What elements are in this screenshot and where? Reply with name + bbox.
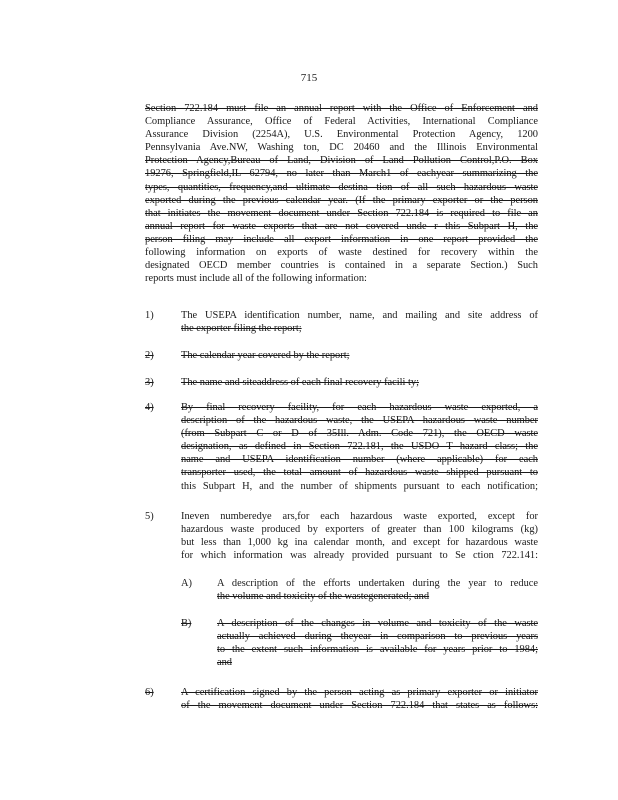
intro-line: designated OECD member countries is contained in a separate Section.) Such xyxy=(145,260,538,272)
list-item-number: 4) xyxy=(145,402,154,413)
list-subitem-letter: B) xyxy=(181,618,192,629)
item-line: for which information was already provided pursuant to Se ction 722.141: xyxy=(181,550,538,562)
subitem-line: A description of the changes in volume and toxicity of the waste xyxy=(217,618,538,629)
item-line: the exporter filing the report; xyxy=(181,323,302,335)
list-item-text xyxy=(181,349,538,362)
list-subitem-letter: A) xyxy=(181,578,192,589)
subitem-line: and xyxy=(217,657,233,669)
intro-line: Assurance Division (2254A), U.S. Environmental Protection Agency, 1200 xyxy=(145,129,538,141)
item-line: hazardous waste produced by exporters of greater than 100 kilograms (kg) xyxy=(181,524,538,536)
intro-line: exported during the previous calendar year. (If the primary exporter or the person xyxy=(145,194,538,206)
intro-line: following information on exports of waste destined for recovery within the xyxy=(145,247,538,259)
item-line: The calendar year covered by the report; xyxy=(181,350,350,361)
list-subitem-text xyxy=(217,577,538,603)
page-number: 715 xyxy=(300,72,318,84)
intro-line: Protection Agency,Bureau of Land, Division of Land Pollution Control,P.O. Box xyxy=(145,155,538,167)
subitem-line: actually achieved during theyear in comparison to previous years xyxy=(217,631,538,643)
item-line: but less than 1,000 kg ina calendar month, and except for hazardous waste xyxy=(181,537,538,549)
list-item-text xyxy=(181,309,538,335)
list-item-text xyxy=(181,510,538,562)
intro-line: person filing may include all export information in one report provided the xyxy=(145,233,538,245)
intro-line: Section 722.184 must file an annual report with the Office of Enforcement and xyxy=(145,103,538,114)
list-item-number: 5) xyxy=(145,511,154,522)
item-line: name and USEPA identification number (where applicable) for each xyxy=(181,454,538,466)
intro-line: 19276, Springfield,IL 62794, no later than March1 of eachyear summarizing the xyxy=(145,168,538,180)
item-line: of the movement document under Section 722.184 that states as follows: xyxy=(181,700,538,712)
list-item-number: 3) xyxy=(145,377,154,388)
intro-line: reports must include all of the following information: xyxy=(145,273,367,285)
intro-line: annual report for waste exports that are not covered unde r this Subpart H, the xyxy=(145,220,538,232)
item-line: Ineven numberedye ars,for each hazardous waste exported, except for xyxy=(181,511,538,522)
list-item-number: 1) xyxy=(145,310,154,321)
item-line: By final recovery facility, for each hazardous waste exported, a xyxy=(181,402,538,413)
item-line: A certification signed by the person acting as primary exporter or initiator xyxy=(181,687,538,698)
list-item-number: 6) xyxy=(145,687,154,698)
item-line: designation, as defined in Section 722.181, the USDO T hazard class; the xyxy=(181,441,538,453)
intro-line: Pennsylvania Ave.NW, Washing ton, DC 20460 and the Illinois Environmental xyxy=(145,142,538,154)
item-line: transporter used, the total amount of hazardous waste shipped pursuant to xyxy=(181,467,538,479)
list-subitem-text xyxy=(217,617,538,669)
list-item-text xyxy=(181,401,538,493)
intro-line: types, quantities, frequency,and ultimate destina tion of all such hazardous waste xyxy=(145,181,538,193)
list-item-number: 2) xyxy=(145,350,154,361)
item-line: description of the hazardous waste, the USEPA hazardous waste number xyxy=(181,415,538,427)
subitem-line: the volume and toxicity of the wastegenerated; and xyxy=(217,591,430,603)
intro-line: Compliance Assurance, Office of Federal Activities, International Compliance xyxy=(145,116,538,128)
list-item-text xyxy=(181,686,538,712)
list-item-text xyxy=(181,376,538,389)
item-line: The USEPA identification number, name, and mailing and site address of xyxy=(181,310,538,321)
item-line: this Subpart H, and the number of shipments pursuant to each notification; xyxy=(181,480,538,492)
item-line: The name and siteaddress of each final recovery facili ty; xyxy=(181,377,420,388)
intro-paragraph xyxy=(145,102,538,285)
intro-line: that initiates the movement document under Section 722.184 is required to file an xyxy=(145,207,538,219)
item-line: (from Subpart C or D of 35Ill. Adm. Code 721), the OECD waste xyxy=(181,428,538,440)
subitem-line: to the extent such information is available for years prior to 1984; xyxy=(217,644,538,656)
subitem-line: A description of the efforts undertaken during the year to reduce xyxy=(217,578,538,589)
